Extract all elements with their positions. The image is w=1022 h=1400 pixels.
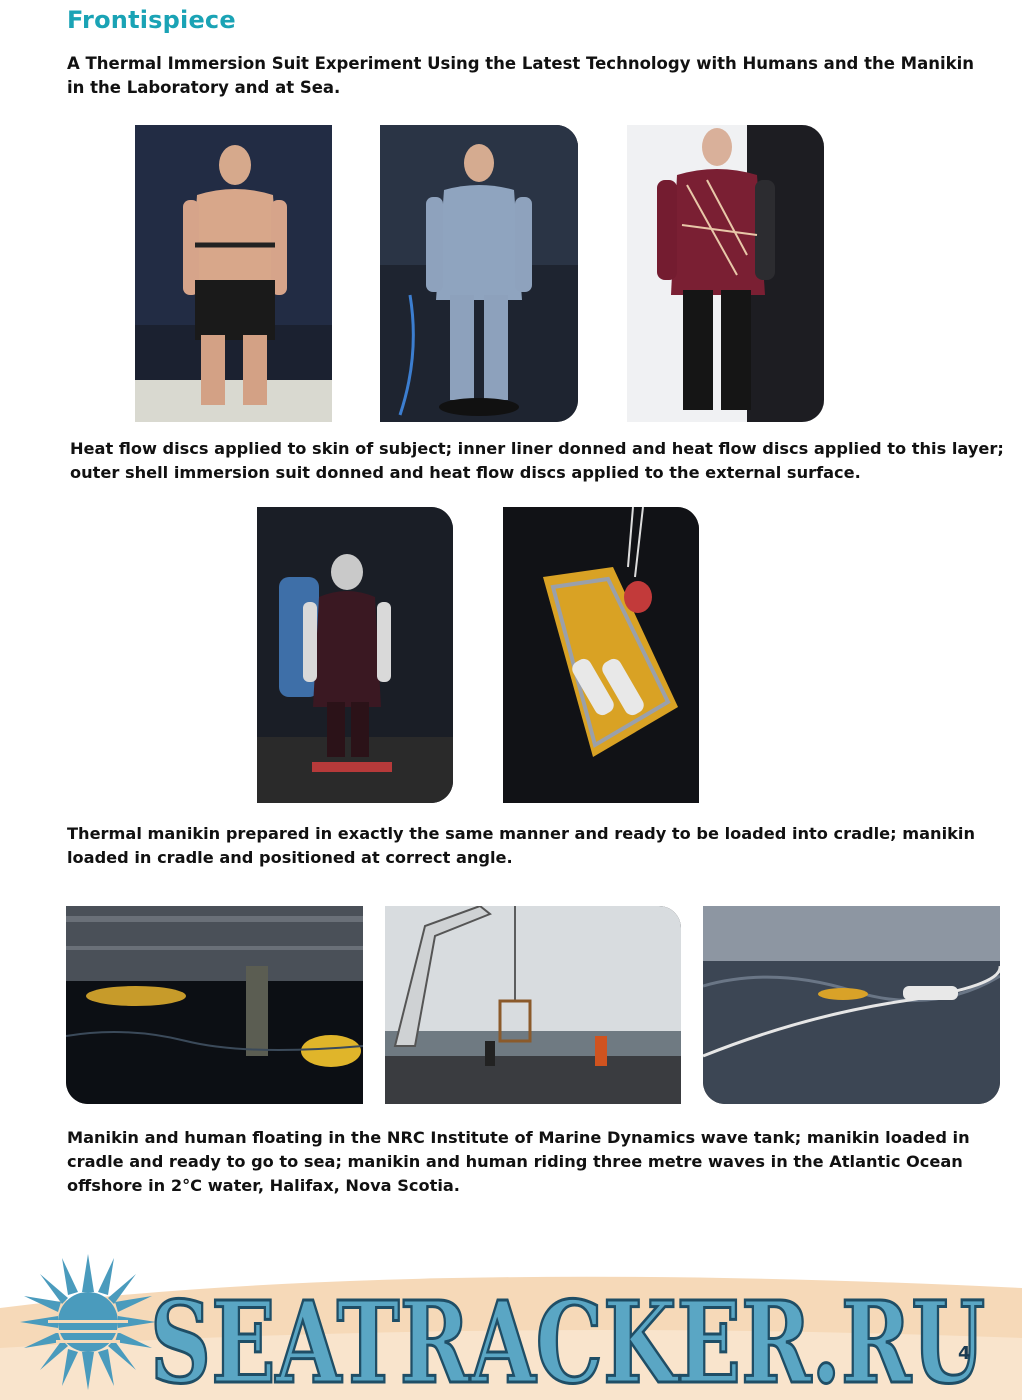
photo-atlantic-waves bbox=[703, 906, 1000, 1104]
photo-cradle-to-sea bbox=[385, 906, 681, 1104]
caption-row-2: Thermal manikin prepared in exactly the same manner and ready to be loaded into cradle; manikin loaded in cradle and positioned at correct angle. bbox=[67, 824, 975, 867]
caption-row-1: Heat flow discs applied to skin of subject; inner liner donned and heat flow discs applied to this layer; outer shell immersion suit donned and heat flow discs applied to the external surface. bbox=[70, 439, 1004, 482]
page-number: 4 bbox=[958, 1343, 971, 1364]
sun-logo-icon bbox=[18, 1252, 158, 1392]
seatracker-wordmark bbox=[150, 1270, 1000, 1400]
caption-row-3: Manikin and human floating in the NRC Institute of Marine Dynamics wave tank; manikin loaded in cradle and ready to go to sea; manikin and human riding three metre waves in the Atlantic Ocean offshore in 2°C water, Halifax, Nova Scotia. bbox=[67, 1128, 970, 1195]
photo-outer-shell-suit bbox=[627, 125, 824, 422]
svg-text:SEATRACKER.RU: SEATRACKER.RU bbox=[150, 1278, 985, 1400]
photo-manikin-prepared bbox=[257, 507, 453, 803]
photo-inner-liner bbox=[380, 125, 578, 422]
photo-subject-skin-discs bbox=[135, 125, 332, 422]
page-subtitle: A Thermal Immersion Suit Experiment Using the Latest Technology with Humans and the Manikin in the Laboratory and at Sea. bbox=[67, 54, 975, 97]
photo-manikin-in-cradle bbox=[503, 507, 699, 803]
photo-wave-tank bbox=[66, 906, 363, 1104]
page-heading: Frontispiece bbox=[67, 6, 236, 34]
